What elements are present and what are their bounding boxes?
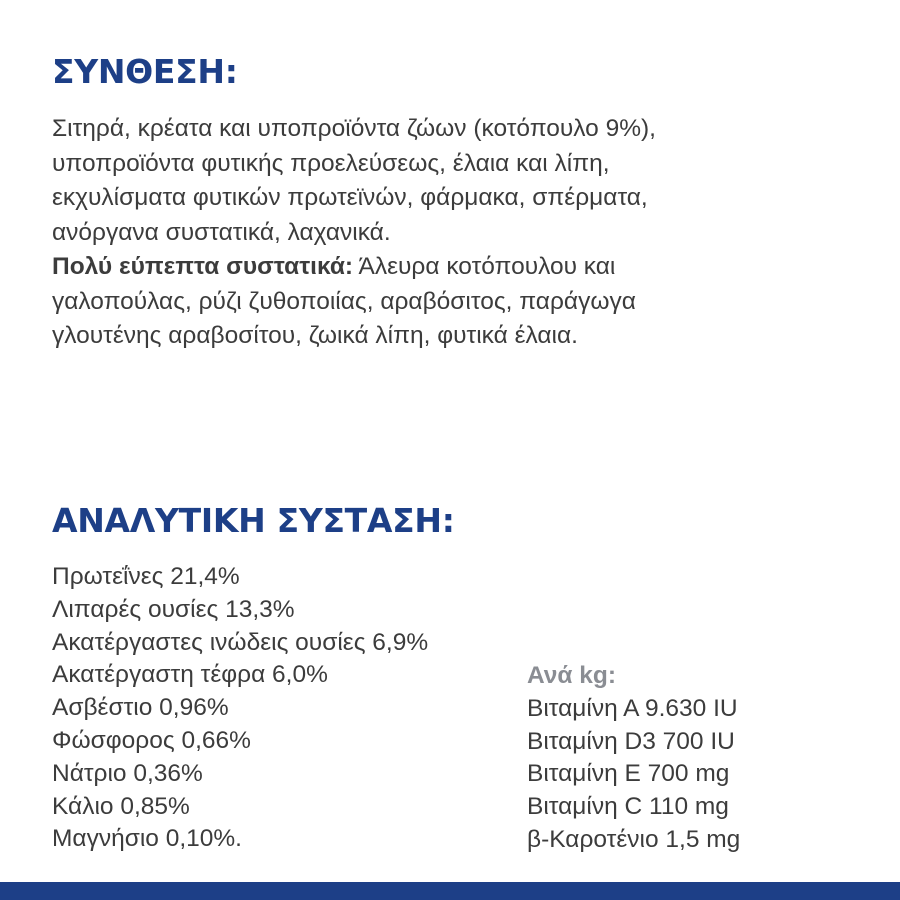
analysis-item: Μαγνήσιο 0,10%. [52,825,242,853]
analysis-item: Φώσφορος 0,66% [52,726,251,754]
vitamin-item: Βιταμίνη Α 9.630 IU [527,694,738,722]
composition-line: Σιτηρά, κρέατα και υποπροϊόντα ζώων (κοτόπουλο 9%), [52,115,656,142]
vitamins-block [527,660,740,857]
composition-text [52,112,852,354]
vitamin-item: Βιταμίνη C 110 mg [527,793,729,821]
analysis-item: Λιπαρές ουσίες 13,3% [52,595,295,623]
digestible-text: Άλευρα κοτόπουλου και [353,253,616,280]
vitamins-list [527,693,740,857]
digestible-line: γαλοπούλας, ρύζι ζυθοποιίας, αραβόσιτος, παράγωγα [52,287,636,315]
composition-title: ΣΥΝΘΕΣΗ: [52,52,238,91]
analysis-item: Κάλιο 0,85% [52,792,190,820]
per-kg-heading: Ανά kg: [527,662,617,689]
bottom-accent-bar [0,882,900,900]
analysis-item: Ακατέργαστη τέφρα 6,0% [52,661,328,689]
composition-line: υποπροϊόντα φυτικής προελεύσεως, έλαια και λίπη, [52,149,610,177]
composition-line: ανόργανα συστατικά, λαχανικά. [52,218,391,246]
analysis-item: Νάτριο 0,36% [52,759,203,787]
analysis-item: Ασβέστιο 0,96% [52,694,229,722]
digestible-line: γλουτένης αραβοσίτου, ζωικά λίπη, φυτικά έλαια. [52,322,578,349]
analysis-item: Ακατέργαστες ινώδεις ουσίες 6,9% [52,628,429,656]
digestible-label: Πολύ εύπεπτα συστατικά: [52,253,354,280]
composition-line: εκχυλίσματα φυτικών πρωτεϊνών, φάρμακα, σπέρματα, [52,184,648,211]
vitamin-item: Βιταμίνη D3 700 IU [527,727,735,755]
vitamin-item: Βιταμίνη Ε 700 mg [527,760,730,788]
vitamin-item: β-Καροτένιο 1,5 mg [527,825,741,853]
analysis-item: Πρωτεΐνες 21,4% [52,563,240,590]
analysis-list [52,561,428,856]
analysis-title: ΑΝΑΛΥΤΙΚΗ ΣΥΣΤΑΣΗ: [52,501,455,540]
digestible-line [52,250,852,285]
